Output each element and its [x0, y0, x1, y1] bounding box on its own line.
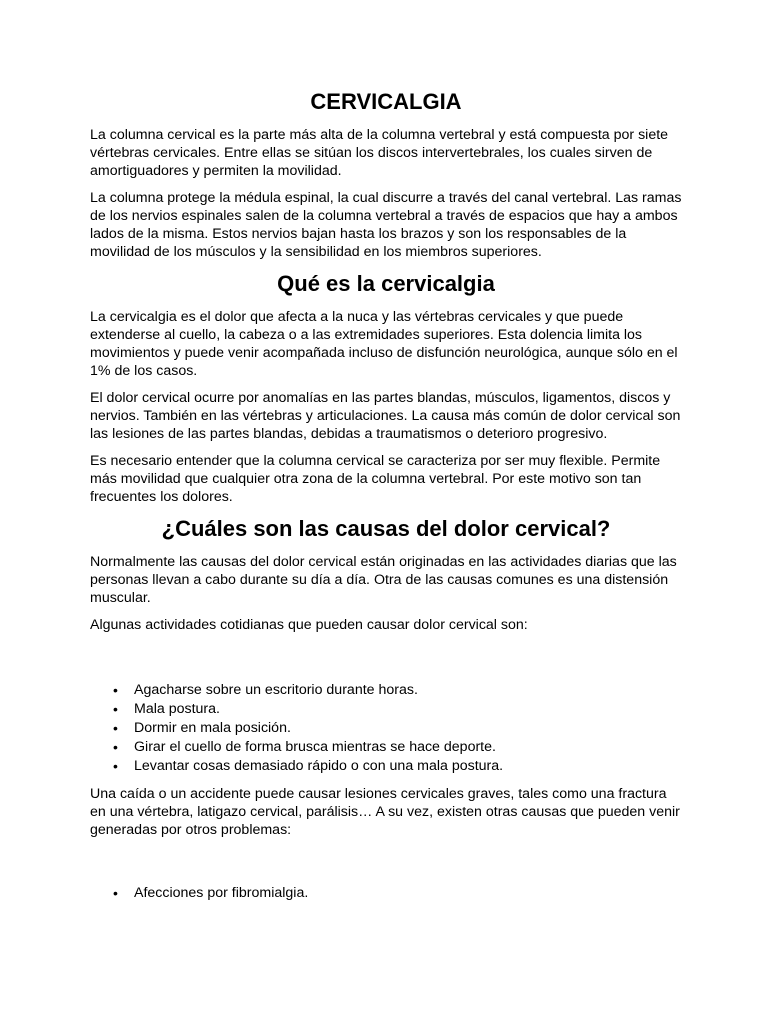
- list-item: [90, 757, 682, 776]
- list-item-text: Agacharse sobre un escritorio durante horas.: [134, 682, 418, 698]
- document-title: CERVICALGIA: [310, 89, 462, 114]
- list-item: [90, 719, 682, 738]
- bullet-icon: •: [113, 758, 118, 774]
- section2-after-list-paragraph: Una caída o un accidente puede causar lesiones cervicales graves, tales como una fractura en una vértebra, latigazo cervical, parálisis… A su vez, existen otras causas que pueden venir generadas por otros problemas:: [90, 786, 680, 838]
- bullet-icon: •: [113, 682, 118, 698]
- causes-list: [90, 681, 682, 776]
- other-causes-list: [90, 884, 682, 903]
- blank-line: [90, 643, 682, 681]
- bullet-icon: •: [113, 885, 118, 901]
- section1-paragraph-2: El dolor cervical ocurre por anomalías en las partes blandas, músculos, ligamentos, discos y nervios. También en las vértebras y articulaciones. La causa más común de dolor cervical son las lesiones de las partes blandas, debidas a traumatismos o deterioro progresivo.: [90, 390, 681, 442]
- list-item-text: Girar el cuello de forma brusca mientras se hace deporte.: [134, 739, 496, 755]
- section1-paragraph-3: Es necesario entender que la columna cervical se caracteriza por ser muy flexible. Permite más movilidad que cualquier otra zona de la columna vertebral. Por este motivo son tan frecuentes los dolores.: [90, 453, 661, 505]
- list-item-text: Dormir en mala posición.: [134, 720, 291, 736]
- section2-paragraph-2: Algunas actividades cotidianas que pueden causar dolor cervical son:: [90, 617, 528, 633]
- bullet-icon: •: [113, 720, 118, 736]
- list-gap: [90, 776, 682, 785]
- bullet-icon: •: [113, 739, 118, 755]
- list-item: [90, 681, 682, 700]
- list-item-text: Afecciones por fibromialgia.: [134, 885, 309, 901]
- blank-line: [90, 848, 682, 884]
- list-item: [90, 738, 682, 757]
- list-item-text: Mala postura.: [134, 701, 220, 717]
- bullet-icon: •: [113, 701, 118, 717]
- list-item: [90, 700, 682, 719]
- intro-paragraph-2: La columna protege la médula espinal, la cual discurre a través del canal vertebral. Las ramas de los nervios espinales salen de la columna vertebral a través de espacios que hay a ambos lados de la misma. Estos nervios bajan hasta los brazos y son los responsables de la movilidad de los músculos y la sensibilidad en los miembros superiores.: [90, 190, 682, 260]
- section-heading-que-es: Qué es la cervicalgia: [277, 271, 495, 296]
- section2-paragraph-1: Normalmente las causas del dolor cervical están originadas en las actividades diarias que las personas llevan a cabo durante su día a día. Otra de las causas comunes es una distensión muscular.: [90, 554, 677, 606]
- list-item-text: Levantar cosas demasiado rápido o con una mala postura.: [134, 758, 504, 774]
- section1-paragraph-1: La cervicalgia es el dolor que afecta a la nuca y las vértebras cervicales y que puede extenderse al cuello, la cabeza o a las extremidades superiores. Esta dolencia limita los movimientos y puede venir acompañada incluso de disfunción neurológica, aunque sólo en el 1% de los casos.: [90, 309, 678, 379]
- list-item: [90, 884, 682, 903]
- intro-paragraph-1: La columna cervical es la parte más alta de la columna vertebral y está compuesta por siete vértebras cervicales. Entre ellas se sitúan los discos intervertebrales, los cuales sirven de amortiguadores y permiten la movilidad.: [90, 127, 669, 179]
- document-page: [90, 88, 682, 903]
- section-heading-causas: ¿Cuáles son las causas del dolor cervical?: [161, 516, 611, 541]
